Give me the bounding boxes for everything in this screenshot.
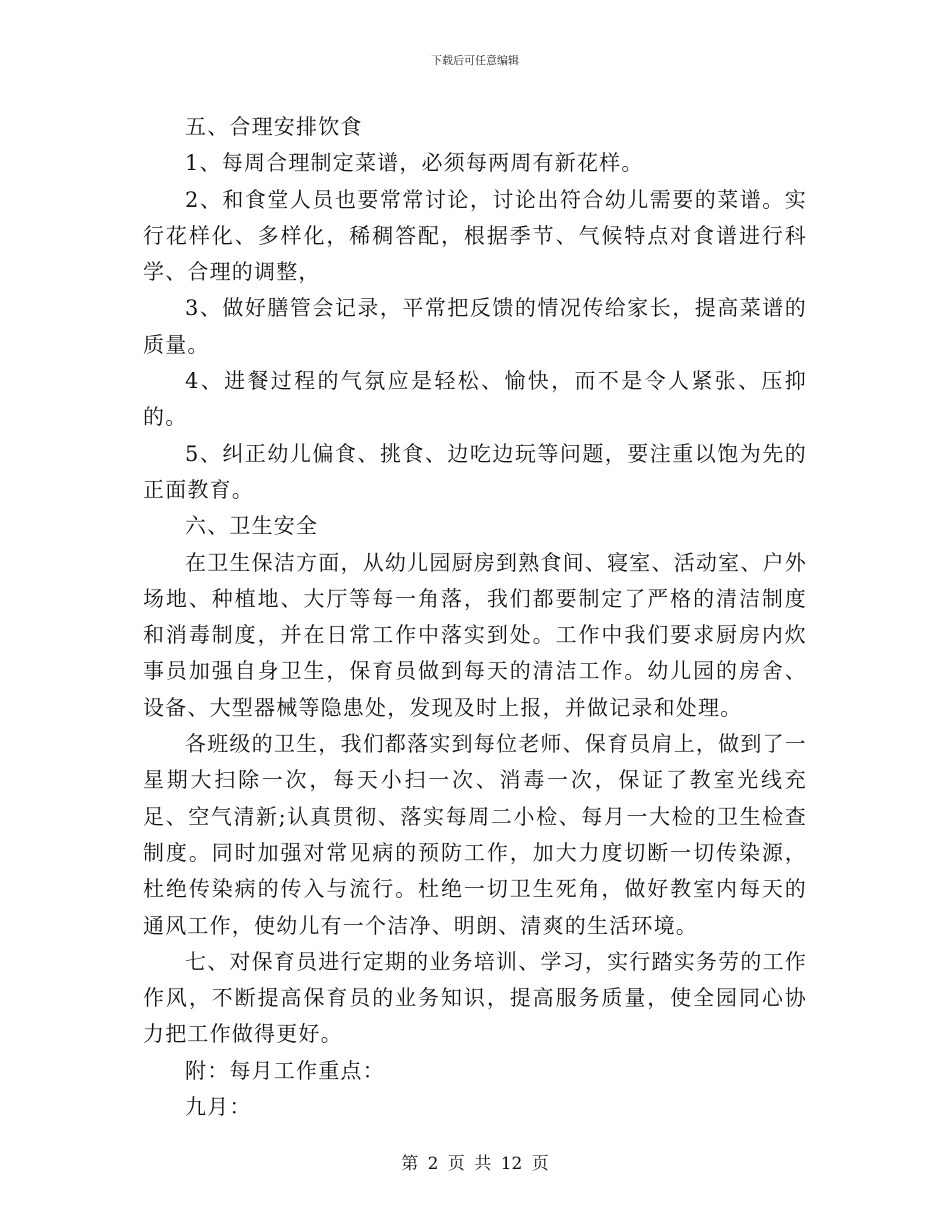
section-heading-hygiene: 六、卫生安全 <box>185 514 319 539</box>
paragraph-hygiene-classes: 各班级的卫生，我们都落实到每位老师、保育员肩上，做到了一星期大扫除一次，每天小扫一次、消毒一次，保证了教室光线充足、空气清新;认真贯彻、落实每周二小检、每月一大检的卫生检查制度。同时加强对常见病的预防工作，加大力度切断一切传染源，杜绝传染病的传入与流行。杜绝一切卫生死角，做好教室内每天的通风工作，使幼儿有一个洁净、明朗、清爽的生活环境。 <box>143 732 807 938</box>
paragraph-hygiene-cleaning: 在卫生保洁方面，从幼儿园厨房到熟食间、寝室、活动室、户外场地、种植地、大厅等每一角落，我们都要制定了严格的清洁制度和消毒制度，并在日常工作中落实到处。工作中我们要求厨房内炊事员加强自身卫生，保育员做到每天的清洁工作。幼儿园的房舍、设备、大型器械等隐患处，发现及时上报，并做记录和处理。 <box>143 550 807 720</box>
document-body <box>143 109 807 1125</box>
section-training: 七、对保育员进行定期的业务培训、学习，实行踏实务劳的工作作风，不断提高保育员的业务知识，提高服务质量，使全园同心协力把工作做得更好。 <box>143 949 807 1047</box>
paragraph-diet-1: 1、每周合理制定菜谱，必须每两周有新花样。 <box>185 151 644 176</box>
paragraph-diet-3: 3、做好膳管会记录，平常把反馈的情况传给家长，提高菜谱的质量。 <box>143 296 807 357</box>
month-heading-september: 九月： <box>185 1095 252 1120</box>
paragraph-diet-5: 5、纠正幼儿偏食、挑食、边吃边玩等问题，要注重以饱为先的正面教育。 <box>143 441 807 502</box>
appendix-heading: 附：每月工作重点： <box>185 1058 385 1083</box>
paragraph-diet-4: 4、进餐过程的气氛应是轻松、愉快，而不是令人紧张、压抑的。 <box>143 369 807 430</box>
page-number: 第 2 页 共 12 页 <box>401 1154 549 1174</box>
section-heading-diet: 五、合理安排饮食 <box>185 115 363 139</box>
page-header-note: 下载后可任意编辑 <box>431 54 519 67</box>
paragraph-diet-2: 2、和食堂人员也要常常讨论，讨论出符合幼儿需要的菜谱。实行花样化、多样化，稀稠答配，根据季节、气候特点对食谱进行科学、合理的调整， <box>143 187 807 285</box>
